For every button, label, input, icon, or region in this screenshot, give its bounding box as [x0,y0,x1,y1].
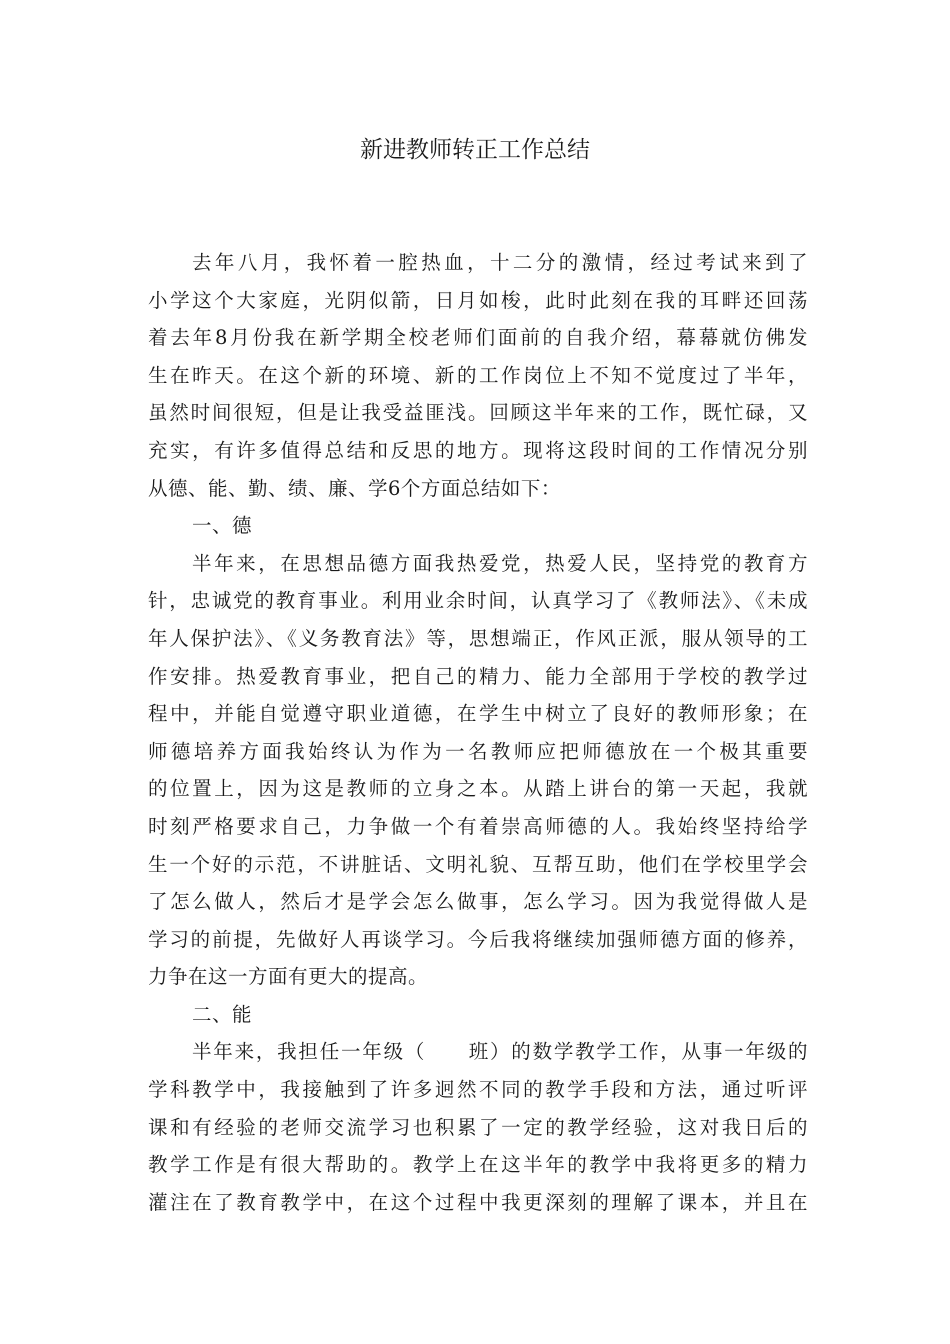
text-line: 虽然时间很短，但是让我受益匪浅。回顾这半年来的工作，既忙碌，又 [148,401,808,425]
text-line: 教学工作是有很大帮助的。教学上在这半年的教学中我将更多的精力 [148,1153,808,1177]
text-line: 着去年8月份我在新学期全校老师们面前的自我介绍，幕幕就仿佛发 [148,326,808,350]
text-line: 了怎么做人，然后才是学会怎么做事，怎么学习。因为我觉得做人是 [148,890,808,914]
text-line: 年人保护法》、《义务教育法》等，思想端正，作风正派，服从领导的工 [148,626,808,650]
text-line: 针，忠诚党的教育事业。利用业余时间，认真学习了《教师法》、《未成 [148,589,808,613]
text-line: 半年来，在思想品德方面我热爱党，热爱人民，坚持党的教育方 [192,551,808,575]
text-line: 半年来，我担任一年级（ 班）的数学教学工作，从事一年级的 [192,1040,808,1064]
text-line: 师德培养方面我始终认为作为一名教师应把师德放在一个极其重要 [148,739,808,763]
text-line: 小学这个大家庭，光阴似箭，日月如梭，此时此刻在我的耳畔还回荡 [148,288,808,312]
text-line: 课和有经验的老师交流学习也积累了一定的教学经验，这对我日后的 [148,1115,808,1139]
text-line: 一、德 [192,514,253,538]
text-line: 二、能 [192,1002,253,1026]
document-body [148,244,808,1221]
text-line: 力争在这一方面有更大的提高。 [148,965,429,989]
text-line: 时刻严格要求自己，力争做一个有着崇高师德的人。我始终坚持给学 [148,814,808,838]
document-title: 新进教师转正工作总结 [360,137,590,163]
text-line: 充实，有许多值得总结和反思的地方。现将这段时间的工作情况分别 [148,438,808,462]
text-line: 程中，并能自觉遵守职业道德，在学生中树立了良好的教师形象；在 [148,702,808,726]
text-line: 去年八月，我怀着一腔热血，十二分的激情，经过考试来到了 [192,251,808,274]
text-line: 生一个好的示范，不讲脏话、文明礼貌、互帮互助，他们在学校里学会 [148,852,808,876]
text-line: 从德、能、勤、绩、廉、学6个方面总结如下： [148,476,561,500]
text-line: 灌注在了教育教学中，在这个过程中我更深刻的理解了课本，并且在 [148,1190,808,1214]
text-line: 学科教学中，我接触到了许多迥然不同的教学手段和方法，通过听评 [148,1078,808,1102]
text-line: 作安排。热爱教育事业，把自己的精力、能力全部用于学校的教学过 [148,664,808,688]
text-line: 的位置上，因为这是教师的立身之本。从踏上讲台的第一天起，我就 [148,777,808,801]
text-line: 学习的前提，先做好人再谈学习。今后我将继续加强师德方面的修养， [148,927,808,951]
text-line: 生在昨天。在这个新的环境、新的工作岗位上不知不觉度过了半年， [148,363,808,387]
